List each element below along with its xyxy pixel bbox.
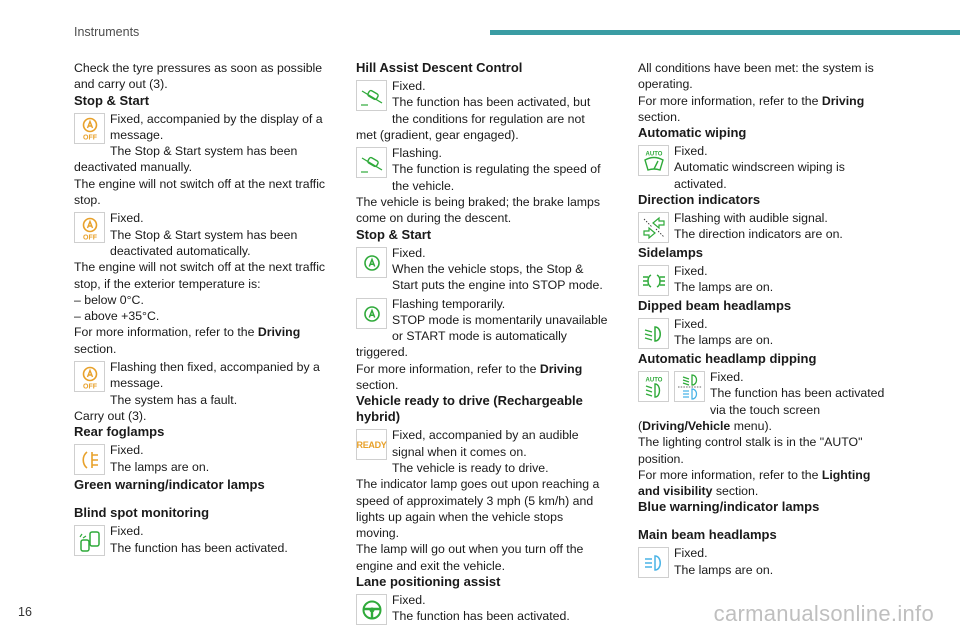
heading-blue-lamps: Blue warning/indicator lamps <box>638 499 820 515</box>
rear-foglamp-entry <box>74 442 326 477</box>
hadc-fixed: Fixed. <box>392 79 426 93</box>
svg-text:OFF: OFF <box>82 134 97 142</box>
svg-text:OFF: OFF <box>82 383 97 390</box>
page-number: 16 <box>18 605 32 619</box>
autodip-fixed: Fixed. <box>710 370 744 385</box>
ready-to-drive: The vehicle is ready to drive. <box>392 460 549 475</box>
conditions-met: All conditions have been met: the system is operating. <box>638 61 874 92</box>
stop-start-fixed-msg: Fixed, accompanied by the display of a message. <box>110 111 323 142</box>
steering-wheel-icon <box>356 594 387 625</box>
hadc-flashing: Flashing. <box>392 146 442 161</box>
temp-above: – above +35°C. <box>74 309 160 324</box>
hill-descent-icon <box>356 147 387 178</box>
rear-fog-fixed: Fixed. <box>110 443 144 458</box>
wiping-activated: Automatic windscreen wiping is activated. <box>674 160 845 191</box>
section-header: Instruments <box>74 25 140 39</box>
stop-start-fixed: Fixed. <box>110 211 144 226</box>
ready-turn-off: The lamp will go out when you turn off the engine and exit the vehicle. <box>356 542 584 573</box>
dipped-entry <box>638 316 890 351</box>
stop-start-stop-entry <box>356 245 608 294</box>
hill-descent-icon <box>356 80 387 111</box>
heading-sidelamps: Sidelamps <box>638 245 704 261</box>
hadc-braked: The vehicle is being braked; the brake lamps come on during the descent. <box>356 195 601 226</box>
refer-driving-text-3: For more information, refer to the Driving section. <box>638 93 865 124</box>
flashing-temporarily: Flashing temporarily. <box>392 296 506 311</box>
refer-lighting-text: For more information, refer to the Lighting and visibility section. <box>638 467 871 499</box>
stop-start-icon <box>356 298 387 329</box>
heading-main-beam: Main beam headlamps <box>638 527 777 543</box>
ready-icon: READY <box>356 429 387 460</box>
autodip-entry <box>638 369 890 434</box>
stop-start-deactivated-manual: The Stop & Start system has been deactivated manually. <box>74 144 298 175</box>
column-2 <box>356 60 608 627</box>
auto-dipped-icon <box>638 371 669 402</box>
heading-ready: Vehicle ready to drive (Rechargeable hybrid) <box>356 393 583 425</box>
stop-start-auto-entry <box>74 210 326 259</box>
auto-wiper-icon <box>638 145 669 176</box>
svg-text:AUTO: AUTO <box>645 377 662 384</box>
stop-mode-unavailable: STOP mode is momentarily unavailable or START mode is automatically triggered. <box>356 312 608 360</box>
sidelamps-on: The lamps are on. <box>674 280 774 295</box>
stop-start-temp-text: The engine will not switch off at the next traffic stop, if the exterior temperature is: <box>74 260 326 291</box>
stop-start-deactivated-auto: The Stop & Start system has been deactivated automatically. <box>110 227 298 258</box>
hadc-flashing-entry <box>356 145 608 194</box>
dipped-on: The lamps are on. <box>674 333 774 348</box>
autodip-activated: The function has been activated via the touch screen (Driving/Vehicle menu). <box>638 386 885 433</box>
direction-entry <box>638 210 890 245</box>
column-3 <box>638 60 890 580</box>
column-1 <box>74 60 326 558</box>
direction-on: The direction indicators are on. <box>674 227 843 242</box>
stop-start-off-icon <box>74 361 105 392</box>
ready-goes-out: The indicator lamp goes out upon reaching a speed of approximately 3 mph (5 km/h) and lights up again when the vehicle stops moving. <box>356 477 600 541</box>
heading-dipped: Dipped beam headlamps <box>638 298 792 314</box>
ready-entry <box>356 427 608 460</box>
svg-text:AUTO: AUTO <box>645 151 662 158</box>
lane-assist-entry <box>356 592 608 627</box>
stop-start-fault-entry <box>74 359 326 392</box>
heading-blind-spot: Blind spot monitoring <box>74 505 210 521</box>
blind-spot-fixed: Fixed. <box>110 524 144 539</box>
stop-start-fixed-2: Fixed. <box>392 245 426 260</box>
hadc-regulating: The function is regulating the speed of the vehicle. <box>392 162 601 193</box>
heading-stop-start: Stop & Start <box>74 92 150 108</box>
heading-green-lamps: Green warning/indicator lamps <box>74 477 265 493</box>
auto-wiping-entry <box>638 143 890 192</box>
blind-spot-icon <box>74 525 105 556</box>
system-fault-text: The system has a fault. <box>110 392 238 407</box>
blind-spot-entry <box>74 523 326 558</box>
stop-start-off-icon <box>74 113 105 144</box>
hadc-conditions: The function has been activated, but the conditions for regulation are not met (gradient, gear engaged). <box>356 95 591 142</box>
carry-out-text: Carry out (3). <box>74 408 147 423</box>
stop-start-off-entry <box>74 111 326 144</box>
sidelamps-icon <box>638 265 669 296</box>
heading-hadc: Hill Assist Descent Control <box>356 60 523 75</box>
refer-driving-text: For more information, refer to the Driving section. <box>74 325 301 356</box>
heading-rear-foglamps: Rear foglamps <box>74 424 165 440</box>
header-rule <box>490 30 960 35</box>
svg-text:OFF: OFF <box>82 234 97 241</box>
stop-start-flashing-msg: Flashing then fixed, accompanied by a message. <box>110 360 320 391</box>
stop-start-no-switch-off: The engine will not switch off at the next traffic stop. <box>74 176 326 208</box>
stop-mode-text: When the vehicle stops, the Stop & Start puts the engine into STOP mode. <box>392 261 603 293</box>
direction-arrows-icon <box>638 212 669 243</box>
sidelamps-entry <box>638 263 890 298</box>
sidelamps-fixed: Fixed. <box>674 264 708 279</box>
heading-stop-start-2: Stop & Start <box>356 226 432 242</box>
heading-auto-wiping: Automatic wiping <box>638 125 747 141</box>
direction-flashing: Flashing with audible signal. <box>674 211 828 226</box>
main-dipped-icon <box>674 371 705 402</box>
heading-direction: Direction indicators <box>638 192 761 208</box>
main-beam-on: The lamps are on. <box>674 562 774 577</box>
heading-lane-assist: Lane positioning assist <box>356 574 501 590</box>
watermark-text: carmanualsonline.info <box>713 601 934 626</box>
ready-fixed: Fixed, accompanied by an audible signal when it comes on. <box>392 428 579 459</box>
hadc-fixed-entry <box>356 78 608 143</box>
rear-foglamp-icon <box>74 444 105 475</box>
blind-spot-activated: The function has been activated. <box>110 540 288 555</box>
stop-start-flash-entry <box>356 296 608 361</box>
heading-autodip: Automatic headlamp dipping <box>638 351 817 367</box>
main-beam-entry <box>638 545 890 580</box>
wiping-fixed: Fixed. <box>674 144 708 159</box>
dipped-fixed: Fixed. <box>674 317 708 332</box>
stop-start-off-icon <box>74 212 105 243</box>
stalk-auto-text: The lighting control stalk is in the "AUTO" position. <box>638 435 863 466</box>
main-beam-fixed: Fixed. <box>674 546 708 561</box>
refer-driving-text-2: For more information, refer to the Driving section. <box>356 361 583 393</box>
dipped-beam-icon <box>638 318 669 349</box>
temp-below: – below 0°C. <box>74 292 144 307</box>
lane-fixed: Fixed. <box>392 593 426 608</box>
rear-fog-on: The lamps are on. <box>110 459 210 474</box>
tyre-pressure-text: Check the tyre pressures as soon as possible and carry out (3). <box>74 61 323 92</box>
lane-activated: The function has been activated. <box>392 609 570 624</box>
stop-start-icon <box>356 247 387 278</box>
main-beam-icon <box>638 547 669 578</box>
